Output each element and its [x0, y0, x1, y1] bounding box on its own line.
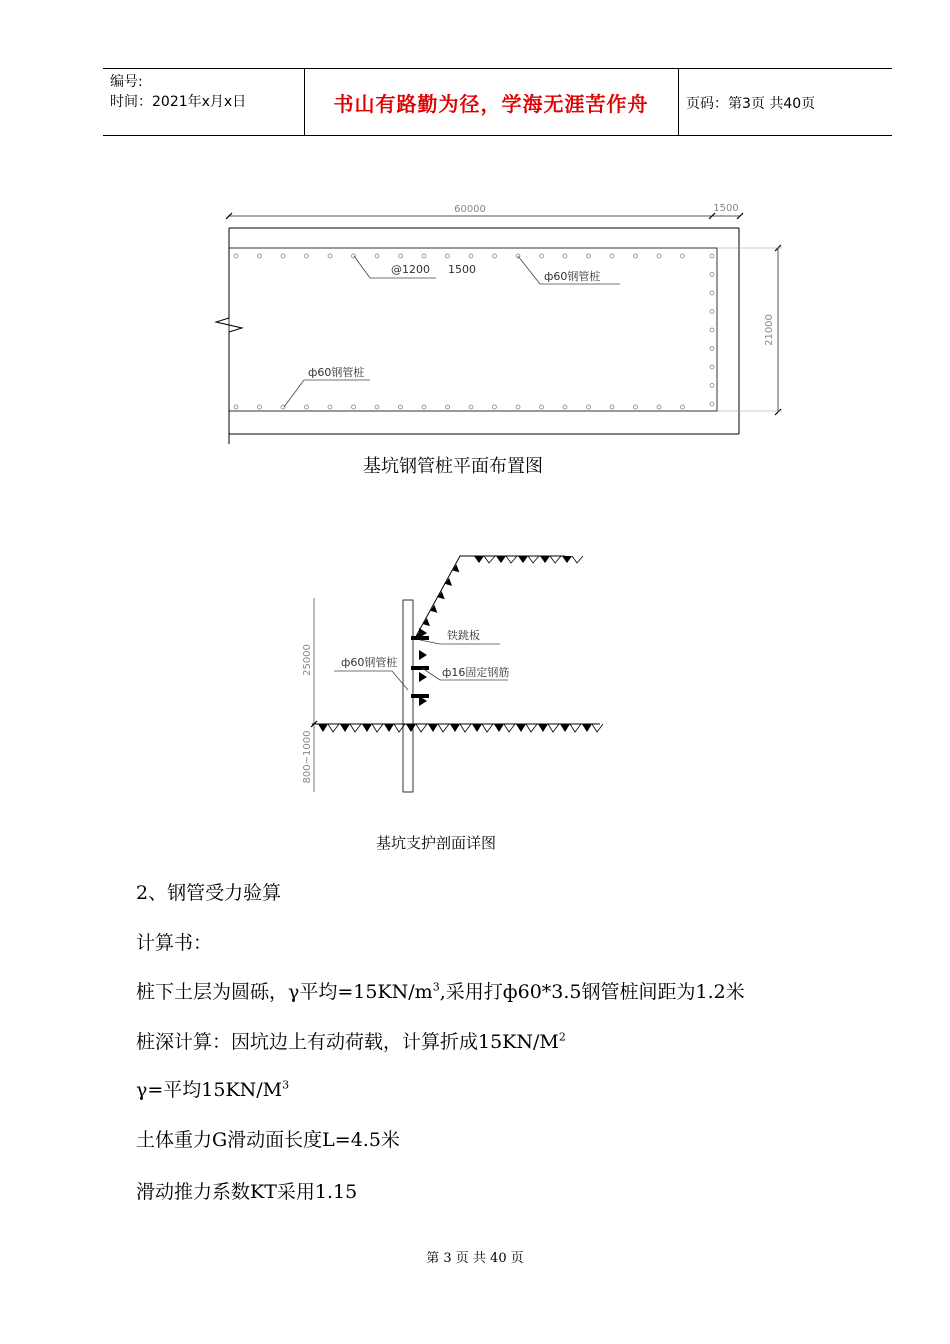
calc-line-3: 桩深计算：因坑边上有动荷载，计算折成$15KN/M^2$ [136, 1030, 566, 1053]
calc-line-1: 计算书： [136, 932, 213, 954]
pile-label-top: ф60钢管桩 [544, 270, 601, 283]
dim-height: 25000 [302, 644, 313, 676]
slope-hatching [416, 556, 583, 706]
calc-line-4: γ=平均$15KN/M^3$ [136, 1078, 290, 1101]
dim-depth: 800~1000 [302, 730, 313, 784]
hatch-mark [570, 724, 581, 732]
hatch-mark [528, 556, 539, 563]
plate-label: 铁跳板 [447, 629, 480, 642]
hatch-mark [419, 650, 427, 660]
hatch-mark [474, 556, 484, 563]
hatch-mark [340, 724, 350, 732]
hatch-mark [506, 556, 517, 563]
calc-line-6: 滑动推力系数KT采用1.15 [136, 1181, 358, 1203]
hatch-mark [494, 724, 504, 732]
hatch-mark [372, 724, 383, 732]
figure2-caption: 基坑支护剖面详图 [376, 834, 497, 852]
hatch-mark [526, 724, 537, 732]
dim-length: 60000 [454, 204, 486, 215]
calc-line-5: 土体重力G滑动面长度L=4.5米 [136, 1129, 400, 1151]
page-footer: 第 3 页 共 40 页 [426, 1251, 524, 1266]
hatch-mark [592, 724, 603, 732]
hatch-mark [384, 724, 394, 732]
header-motto: 书山有路勤为径，学海无涯苦作舟 [333, 91, 649, 116]
calc-line-2: 桩下土层为圆砾，γ平均$=15KN/m^3$,采用打ф60*3.5钢管桩间距为1.2米 [136, 980, 745, 1003]
hatch-mark [460, 724, 471, 732]
hatch-mark [482, 724, 493, 732]
hatch-mark [428, 724, 438, 732]
hatch-mark [472, 724, 482, 732]
hatch-mark [516, 724, 526, 732]
hatch-mark [550, 556, 561, 563]
hatch-mark [538, 724, 548, 732]
hatch-mark [560, 724, 570, 732]
ground-hatching [318, 724, 603, 732]
header-page-info: 页码：第3页 共40页 [686, 96, 816, 112]
hatch-mark [416, 724, 427, 732]
pile-label-bottom: ф60钢管桩 [308, 366, 365, 379]
hatch-mark [496, 556, 506, 563]
hatch-mark [419, 672, 427, 682]
hatch-mark [548, 724, 559, 732]
doc-time-label: 时间：2021年x月x日 [110, 94, 247, 110]
hatch-mark [484, 556, 495, 563]
hatch-mark [504, 724, 515, 732]
spacing-label-2: 1500 [448, 263, 476, 276]
hatch-mark [540, 556, 550, 563]
hatch-mark [350, 724, 361, 732]
dim-end: 1500 [713, 203, 739, 214]
doc-number-label: 编号: [110, 74, 143, 90]
hatch-mark [328, 724, 339, 732]
hatch-mark [518, 556, 528, 563]
hatch-mark [450, 724, 460, 732]
section-title: 2、钢管受力验算 [136, 882, 282, 904]
figure1-caption: 基坑钢管桩平面布置图 [363, 456, 543, 477]
dim-width: 21000 [764, 314, 775, 346]
spacing-label: @1200 [391, 263, 430, 276]
hatch-mark [406, 724, 416, 732]
hatch-mark [562, 556, 572, 563]
hatch-mark [582, 724, 592, 732]
hatch-mark [318, 724, 328, 732]
section-pile-label: ф60钢管桩 [341, 656, 398, 669]
hatch-mark [438, 724, 449, 732]
hatch-mark [362, 724, 372, 732]
rebar-label: ф16固定钢筋 [442, 666, 510, 679]
hatch-mark [572, 556, 583, 563]
